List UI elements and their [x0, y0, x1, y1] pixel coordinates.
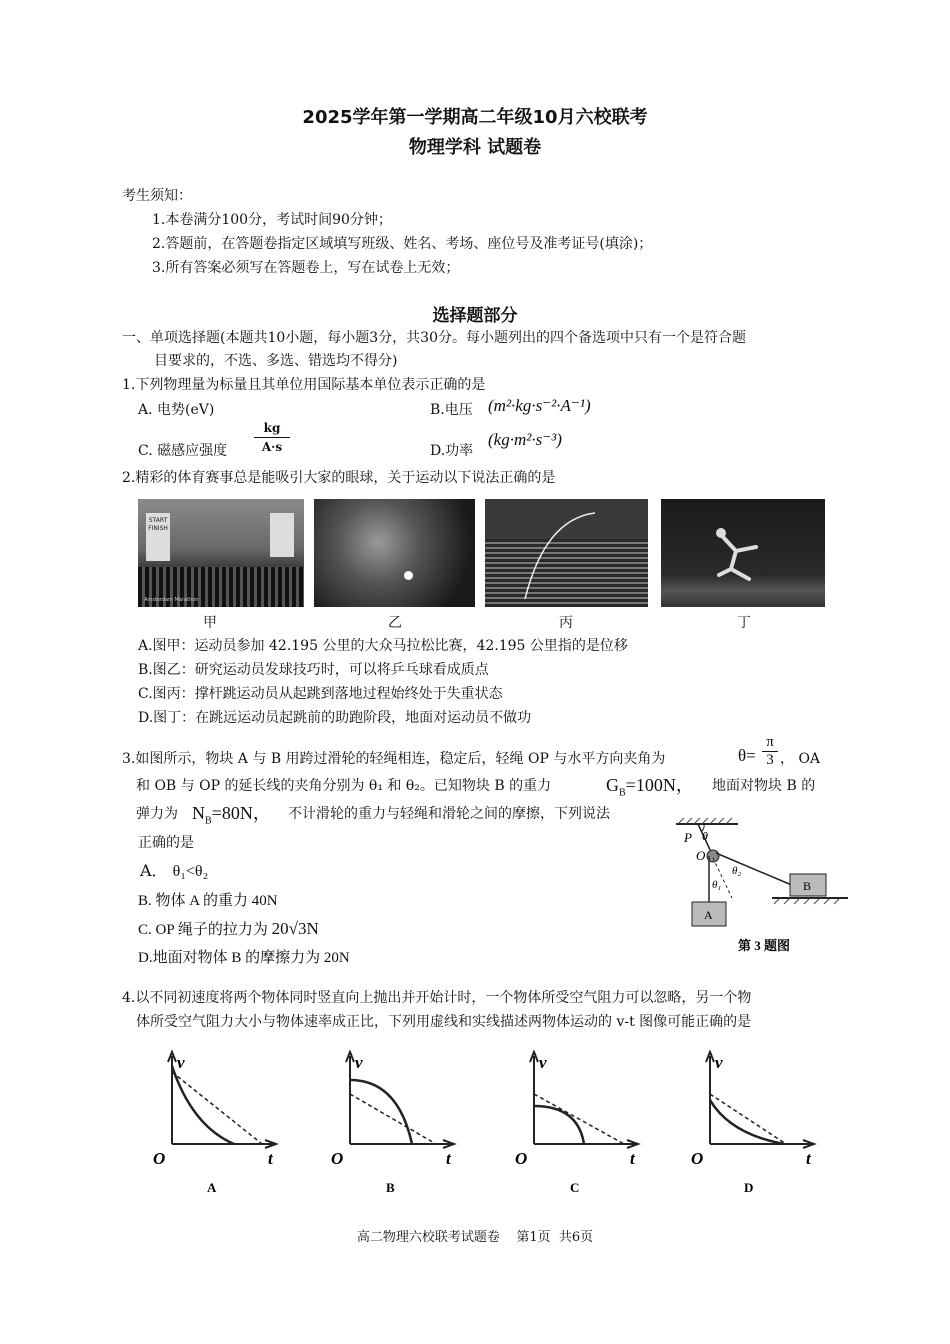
q3-line2: 和 OB 与 OP 的延长线的夹角分别为 θ₁ 和 θ₂。已知物块 B 的重力 [136, 778, 552, 794]
q3-option-c-text: C. OP 绳子的拉力为 [138, 922, 268, 938]
photo-caption-yi: 乙 [388, 615, 402, 631]
q3-gb [606, 771, 694, 799]
exam-title: 2025学年第一学期高二年级10月六校联考 [302, 107, 648, 128]
q4-graph-b-o: O [331, 1149, 344, 1168]
photo-pole-vault [485, 499, 648, 607]
q3-fig-caption: 第 3 题图 [738, 938, 791, 953]
photo-table-tennis [314, 499, 475, 607]
q4-graph-b-v: v [355, 1053, 363, 1072]
q1-c-denominator: A·s [254, 437, 290, 454]
part1-instructions: 一、单项选择题(本题共10小题，每小题3分，共30分。每小题列出的四个备选项中只有一个是符合题 [122, 330, 746, 346]
marathon-start-text: START [148, 517, 168, 524]
q1-option-c-fraction [254, 421, 290, 454]
q4-graph-a-o: O [153, 1149, 166, 1168]
notice-item-2: 2.答题前，在答题卷指定区域填写班级、姓名、考场、座位号及准考证号(填涂)； [152, 236, 653, 252]
photo-caption-ding: 丁 [737, 615, 751, 631]
q4-line1: 4.以不同初速度将两个物体同时竖直向上抛出并开始计时，一个物体所受空气阻力可以忽略，另一个物 [122, 990, 752, 1006]
photo-caption-bing: 丙 [559, 615, 573, 631]
q4-graph-b [328, 1048, 463, 1198]
q3-gb-sub: B [619, 787, 626, 799]
q4-graph-c [512, 1048, 647, 1198]
q1-option-d-formula: (kg·m²·s⁻³) [488, 430, 562, 449]
q3-line3-end: 不计滑轮的重力与轻绳和滑轮之间的摩擦，下列说法 [288, 806, 610, 822]
marathon-brand-text: Amsterdam Marathon [144, 597, 199, 603]
q3-line4: 正确的是 [138, 835, 194, 851]
photo-marathon [138, 499, 304, 607]
q3-nb-symbol: N [192, 803, 205, 823]
q4-graph-a-label: A [207, 1180, 217, 1195]
q1-option-b-label: B.电压 [430, 402, 473, 418]
q2-stem: 2.精彩的体育赛事总是能吸引大家的眼球，关于运动以下说法正确的是 [122, 470, 556, 486]
q3-gb-symbol: G [606, 775, 619, 795]
q3-theta-eq: θ= [738, 746, 756, 765]
q3-fig-theta2: θ₂ [732, 865, 742, 877]
q3-pulley-figure [662, 816, 848, 956]
q4-graph-c-v: v [539, 1053, 547, 1072]
q3-line3: 弹力为 [136, 806, 178, 822]
notice-item-3: 3.所有答案必须写在答题卷上，写在试卷上无效； [152, 260, 460, 276]
part1-instructions-2: 目要求的，不选、多选、错选均不得分) [154, 353, 398, 369]
q1-option-b-formula: (m²·kg·s⁻²·A⁻¹) [488, 396, 591, 415]
q4-graph-c-o: O [515, 1149, 528, 1168]
q3-fig-a: A [704, 908, 713, 922]
q1-option-a: A. 电势(eV) [138, 402, 215, 418]
q3-option-a [140, 858, 208, 881]
q3-fig-b: B [803, 879, 812, 893]
section-title: 选择题部分 [432, 306, 518, 326]
q3-line2-end: 地面对物块 B 的 [712, 778, 816, 794]
q4-graph-d-v: v [715, 1053, 723, 1072]
q2-option-c: C.图丙：撑杆跳运动员从起跳到落地过程始终处于失重状态 [138, 686, 503, 702]
q1-c-numerator: kg [263, 421, 281, 435]
q4-graph-d [688, 1048, 823, 1198]
q3-fig-p: P [684, 830, 692, 845]
q3-pi-over-3 [762, 734, 778, 769]
q3-option-c-math: 20√3N [271, 919, 319, 938]
q3-option-c [138, 920, 319, 939]
photo-caption-jia: 甲 [203, 615, 217, 631]
q4-graph-a-t: t [268, 1149, 273, 1168]
q3-nb-value: =80N， [211, 803, 271, 823]
q4-graph-b-t: t [446, 1149, 451, 1168]
q2-option-a: A.图甲：运动员参加 42.195 公里的大众马拉松比赛，42.195 公里指的是位移 [138, 638, 628, 654]
q4-graph-b-label: B [386, 1180, 395, 1195]
q2-option-d: D.图丁：在跳远运动员起跳前的助跑阶段，地面对运动员不做功 [138, 710, 532, 726]
q3-option-a-math: θ₁<θ₂ [172, 863, 209, 880]
notice-heading: 考生须知： [122, 188, 192, 204]
q3-line1: 3.如图所示，物块 A 与 B 用跨过滑轮的轻绳相连，稳定后，轻绳 OP 与水平方向夹角为 [122, 751, 666, 767]
q4-graph-d-o: O [691, 1149, 704, 1168]
q3-fig-theta1: θ₁ [712, 879, 722, 891]
notice-item-1: 1.本卷满分100分，考试时间90分钟； [152, 212, 392, 228]
q3-fig-o: O [696, 848, 706, 863]
q3-option-a-label: A． [140, 861, 168, 880]
q4-graph-d-t: t [806, 1149, 811, 1168]
q4-graph-c-t: t [630, 1149, 635, 1168]
photo-long-jump [661, 499, 825, 607]
page-footer: 高二物理六校联考试题卷 第1页 共6页 [356, 1230, 594, 1245]
q4-graph-d-label: D [744, 1180, 754, 1195]
q3-gb-value: =100N， [625, 775, 694, 795]
q3-nb-sub: B [205, 815, 212, 827]
q3-pi: π [766, 734, 774, 750]
q3-fig-theta: θ [702, 829, 708, 843]
q3-option-b: B. 物体 A 的重力 40N [138, 893, 278, 909]
q3-line1-end: ， OA [780, 751, 821, 767]
q2-option-b: B.图乙：研究运动员发球技巧时，可以将乒乓球看成质点 [138, 662, 489, 678]
q4-graph-a [150, 1048, 285, 1198]
q4-graph-c-label: C [570, 1180, 580, 1195]
q1-stem: 1.下列物理量为标量且其单位用国际基本单位表示正确的是 [122, 377, 486, 393]
marathon-finish-text: FINISH [148, 525, 168, 532]
q3-nb [192, 799, 271, 827]
q4-line2: 体所受空气阻力大小与物体速率成正比，下列用虚线和实线描述两物体运动的 v-t 图像可能正确的是 [136, 1014, 752, 1030]
q3-three: 3 [762, 751, 778, 769]
q1-option-d-label: D.功率 [430, 443, 474, 459]
q4-graph-a-v: v [177, 1053, 185, 1072]
q3-option-d: D.地面对物体 B 的摩擦力为 20N [138, 950, 350, 966]
exam-subtitle: 物理学科 试题卷 [408, 137, 542, 158]
q1-option-c-label: C. 磁感应强度 [138, 443, 228, 459]
